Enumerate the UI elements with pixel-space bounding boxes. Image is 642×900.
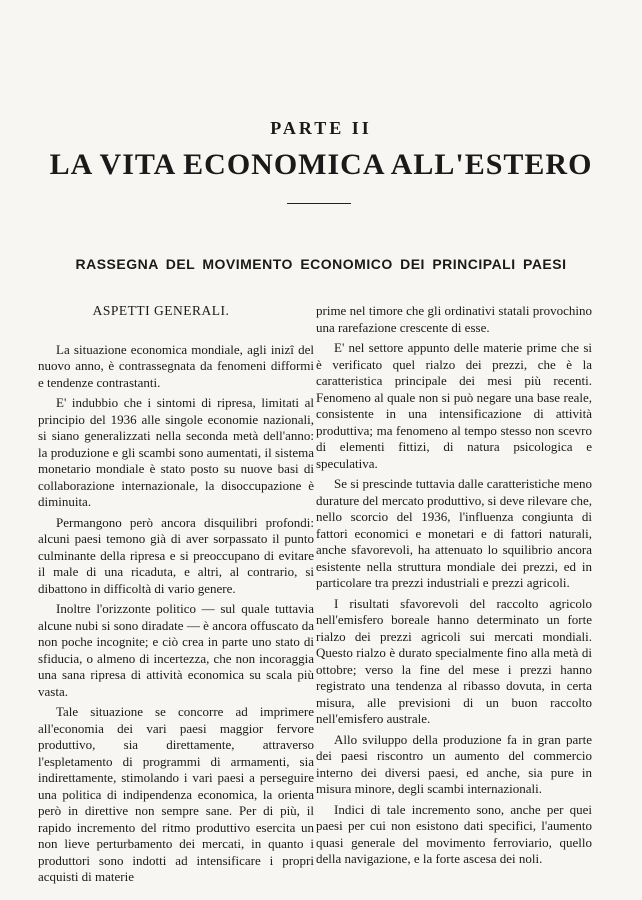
paragraph: Allo sviluppo della produzione fa in gran parte dei paesi riscontro un aumento del commercio interno dei diversi paesi, ed anche, sia pure in misura minore, degli scambi internazionali. — [316, 731, 592, 796]
page-title: LA VITA ECONOMICA ALL'ESTERO — [49, 148, 593, 181]
paragraph: Tale situazione se concorre ad imprimere all'economia dei vari paesi maggior fervore produttivo, sia direttamente, attraverso l'espletamento di programmi di armamenti, sia indirettamente, stimolando i vari paesi a perseguire una politica di indipendenza economica, la orienta però in direttive non sempre sane. Per di più, il rapido incremento del ritmo produttivo esercita un non lieve perturbamento dei mercati, in quanto i produttori sono indotti ad intensificare i propri acquisti di materie — [38, 704, 314, 884]
paragraph: I risultati sfavorevoli del raccolto agricolo nell'emisfero boreale hanno determinato un forte rialzo dei prezzi agricoli sui mercati mondiali. Questo rialzo è durato specialmente fino alla metà di ottobre; verso la fine del mese i prezzi hanno registrato una tendenza al ribasso dovuta, in certa misura, alle previsioni di un buon raccolto nell'emisfero australe. — [316, 595, 592, 726]
paragraph-continuation: prime nel timore che gli ordinativi statali provochino una rarefazione crescente di esse. — [316, 303, 592, 335]
paragraph: Indici di tale incremento sono, anche per quei paesi per cui non esistono dati specifici, l'aumento quasi generale del movimento ferroviario, quello della navigazione, e la forte ascesa dei noli. — [316, 801, 592, 866]
section-heading: RASSEGNA DEL MOVIMENTO ECONOMICO DEI PRINCIPALI PAESI — [75, 256, 567, 272]
left-column — [38, 303, 314, 890]
paragraph: E' nel settore appunto delle materie prime che si è verificato quel rialzo dei prezzi, che è la caratteristica principale dei mesi più recenti. Fenomeno al quale non si può negare una base reale, consistente in una intensificazione di attività produttiva; ma fenomeno al tempo stesso non scevro di elementi fittizi, di natura psicologica e speculativa. — [316, 340, 592, 471]
subheading: ASPETTI GENERALI. — [92, 303, 230, 318]
paragraph: Inoltre l'orizzonte politico — sul quale tuttavia alcune nubi si sono diradate — è ancora offuscato da non poche incognite; e ciò crea in parte uno stato di sfiducia, o almeno di incertezza, che non incoraggia una sana ripresa di attività economica su scala più vasta. — [38, 601, 314, 699]
paragraph: La situazione economica mondiale, agli inizî del nuovo anno, è contrassegnata da fenomeni difformi e tendenze contrastanti. — [38, 341, 314, 390]
paragraph: Se si prescinde tuttavia dalle caratteristiche meno durature del mercato produttivo, si deve rilevare che, nello scorcio del 1936, l'influenza congiunta di fattori economici e monetari e di fattori naturali, anche sfavorevoli, ha attenuato lo squilibrio ancora esistente nella struttura mondiale dei prezzi, ed in particolare tra prezzi industriali e prezzi agricoli. — [316, 476, 592, 590]
paragraph: Permangono però ancora disquilibri profondi: alcuni paesi temono già di aver sorpassato il punto culminante della ripresa e si preoccupano di evitare il male di una ricaduta, e altri, al contrario, si dibattono in difficoltà di vario genere. — [38, 514, 314, 596]
right-column — [316, 303, 592, 872]
title-divider — [287, 203, 351, 204]
part-label: PARTE II — [270, 118, 372, 138]
paragraph: E' indubbio che i sintomi di ripresa, limitati al principio del 1936 alle singole economie nazionali, si siano generalizzati nella seconda metà dell'anno: la produzione e gli scambi sono aumentati, il sistema monetario mondiale è stato posto su nuove basi di collaborazione internazionale, la disoccupazione è diminuita. — [38, 395, 314, 509]
